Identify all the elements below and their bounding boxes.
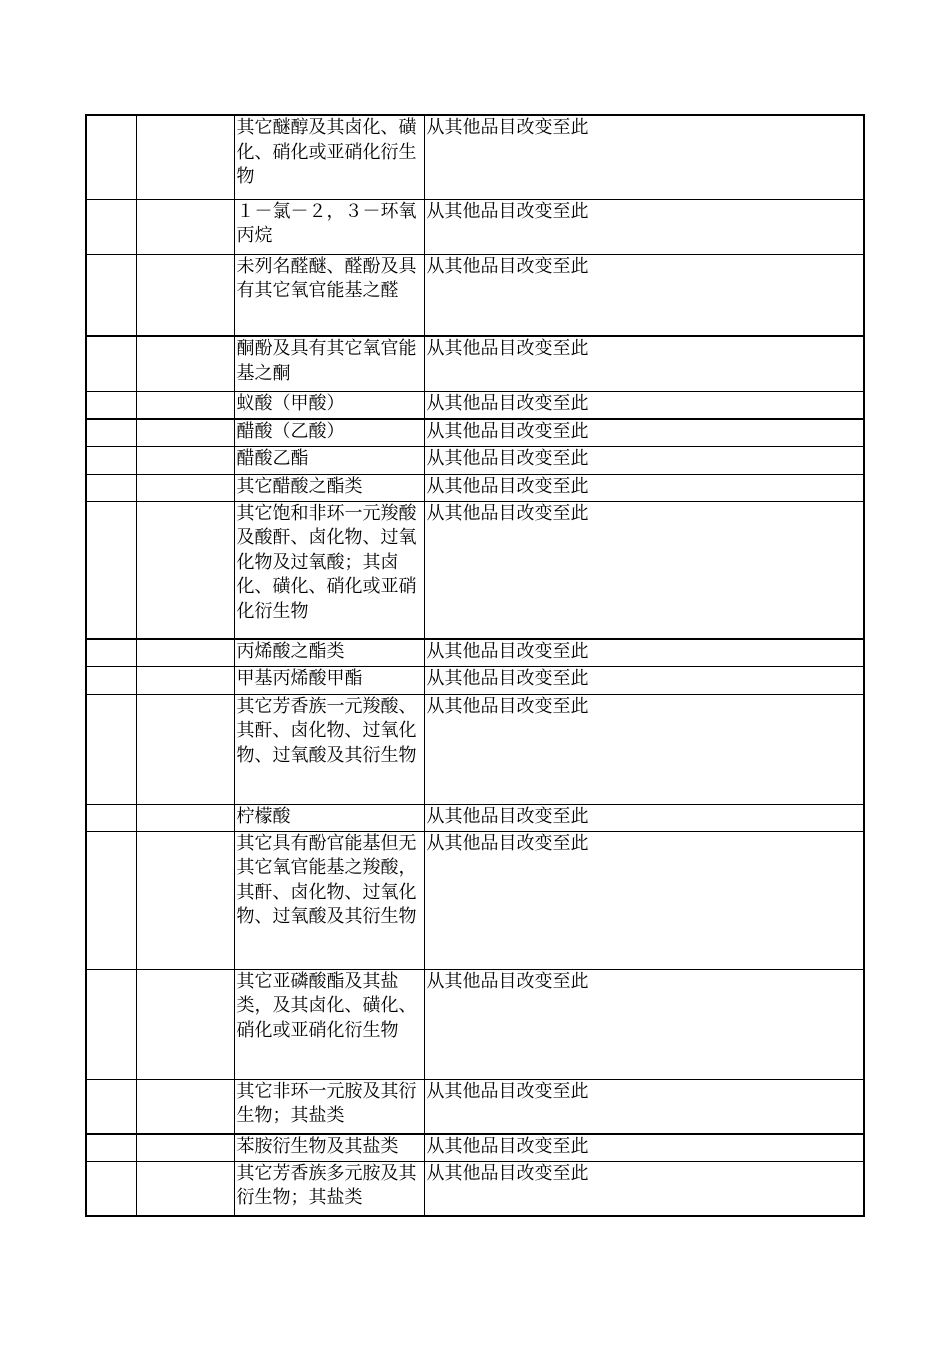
empty-cell [136,666,234,694]
table-row [86,804,864,831]
table-row [86,831,864,969]
table-row [86,1079,864,1134]
empty-cell [136,501,234,639]
product-description: 其它非环一元胺及其衍生物；其盐类 [234,1079,424,1134]
origin-rule: 从其他品目改变至此 [424,446,864,474]
empty-cell [86,969,136,1079]
empty-cell [86,639,136,666]
table-row [86,969,864,1079]
empty-cell [86,391,136,419]
table-row [86,639,864,666]
product-description: 其它亚磷酸酯及其盐类，及其卤化、磺化、硝化或亚硝化衍生物 [234,969,424,1079]
empty-cell [136,474,234,501]
empty-cell [136,446,234,474]
table-row [86,446,864,474]
product-description: 苯胺衍生物及其盐类 [234,1134,424,1161]
product-description: １－氯－２，３－环氧丙烷 [234,199,424,254]
table-row [86,199,864,254]
origin-rule: 从其他品目改变至此 [424,474,864,501]
empty-cell [136,391,234,419]
table-row [86,666,864,694]
empty-cell [86,694,136,804]
product-description: 其它芳香族一元羧酸、其酐、卤化物、过氧化物、过氧酸及其衍生物 [234,694,424,804]
empty-cell [86,419,136,446]
table-row [86,694,864,804]
empty-cell [86,1134,136,1161]
origin-rule: 从其他品目改变至此 [424,501,864,639]
empty-cell [86,254,136,336]
product-description: 其它饱和非环一元羧酸及酸酐、卤化物、过氧化物及过氧酸；其卤化、磺化、硝化或亚硝化衍生物 [234,501,424,639]
empty-cell [86,831,136,969]
empty-cell [136,115,234,199]
empty-cell [86,666,136,694]
empty-cell [136,1134,234,1161]
empty-cell [136,804,234,831]
origin-rule: 从其他品目改变至此 [424,254,864,336]
table-row [86,1134,864,1161]
origin-rule: 从其他品目改变至此 [424,115,864,199]
empty-cell [86,115,136,199]
empty-cell [136,639,234,666]
empty-cell [136,199,234,254]
table-row [86,419,864,446]
product-description: 甲基丙烯酸甲酯 [234,666,424,694]
empty-cell [86,474,136,501]
table-row [86,391,864,419]
origin-rule: 从其他品目改变至此 [424,419,864,446]
origin-rule: 从其他品目改变至此 [424,804,864,831]
table-row [86,1161,864,1216]
product-description: 其它醋酸之酯类 [234,474,424,501]
origin-rule: 从其他品目改变至此 [424,694,864,804]
empty-cell [136,336,234,391]
product-description: 其它醚醇及其卤化、磺化、硝化或亚硝化衍生物 [234,115,424,199]
product-description: 其它芳香族多元胺及其衍生物；其盐类 [234,1161,424,1216]
empty-cell [136,1161,234,1216]
empty-cell [86,1161,136,1216]
product-description: 蚁酸（甲酸） [234,391,424,419]
product-description: 其它具有酚官能基但无其它氧官能基之羧酸，其酐、卤化物、过氧化物、过氧酸及其衍生物 [234,831,424,969]
origin-rule: 从其他品目改变至此 [424,1161,864,1216]
empty-cell [86,199,136,254]
product-description: 丙烯酸之酯类 [234,639,424,666]
empty-cell [136,419,234,446]
product-description: 未列名醛醚、醛酚及具有其它氧官能基之醛 [234,254,424,336]
origin-rule: 从其他品目改变至此 [424,199,864,254]
origin-rule: 从其他品目改变至此 [424,336,864,391]
empty-cell [136,694,234,804]
origin-rule: 从其他品目改变至此 [424,1134,864,1161]
table-row [86,336,864,391]
empty-cell [86,804,136,831]
origin-rule: 从其他品目改变至此 [424,969,864,1079]
table-row [86,115,864,199]
origin-rule: 从其他品目改变至此 [424,1079,864,1134]
origin-rule: 从其他品目改变至此 [424,666,864,694]
origin-rules-table [85,114,865,1217]
product-description: 柠檬酸 [234,804,424,831]
empty-cell [86,336,136,391]
empty-cell [136,831,234,969]
product-description: 酮酚及具有其它氧官能基之酮 [234,336,424,391]
empty-cell [86,501,136,639]
product-description: 醋酸乙酯 [234,446,424,474]
empty-cell [136,969,234,1079]
empty-cell [86,1079,136,1134]
table-row [86,254,864,336]
product-description: 醋酸（乙酸） [234,419,424,446]
origin-rule: 从其他品目改变至此 [424,391,864,419]
table-row [86,474,864,501]
empty-cell [136,1079,234,1134]
empty-cell [86,446,136,474]
empty-cell [136,254,234,336]
table-row [86,501,864,639]
origin-rule: 从其他品目改变至此 [424,831,864,969]
origin-rule: 从其他品目改变至此 [424,639,864,666]
